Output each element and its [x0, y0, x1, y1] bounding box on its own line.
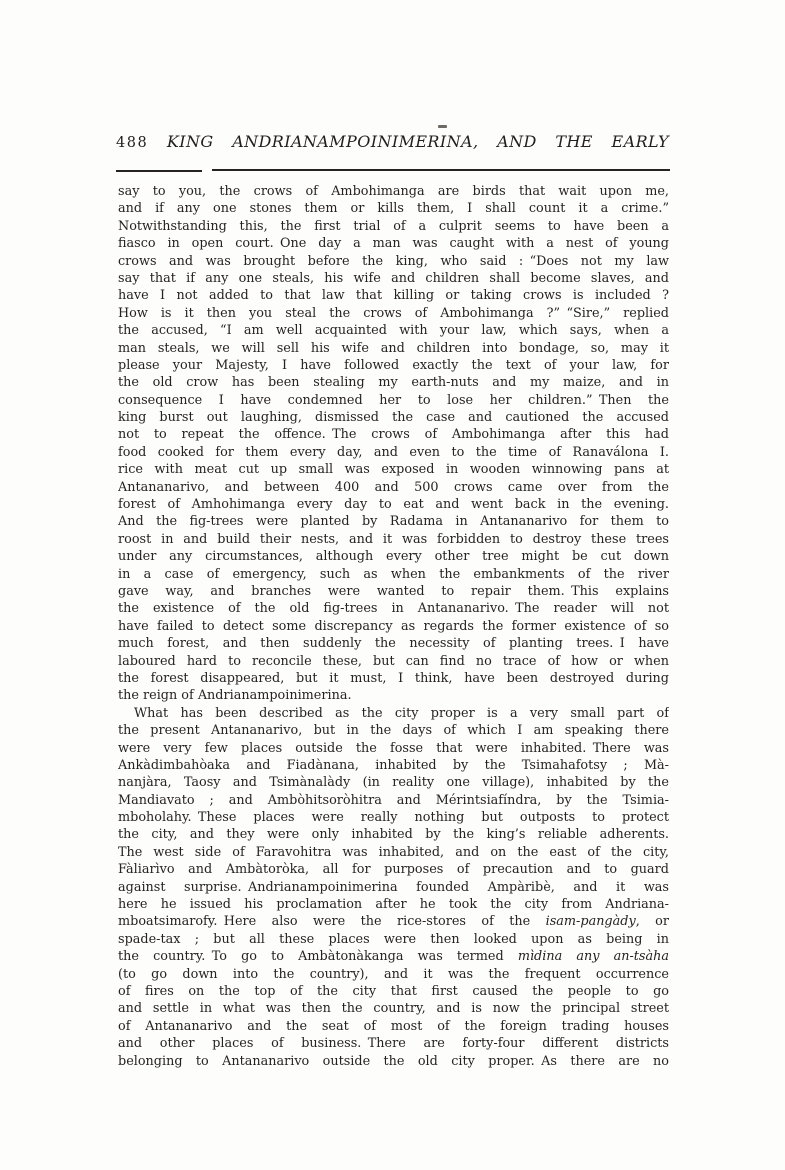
text-line: nanjàra, Taosy and Tsimànalàdy (in reality one village), inhabited by the: [118, 775, 669, 791]
text-line: roost in and build their nests, and it was forbidden to destroy these trees: [118, 531, 669, 547]
text-line: How is it then you steal the crows of Ambohimanga ?” “Sire,” replied: [118, 305, 669, 321]
text-line: forest of Amhohimanga every day to eat and went back in the evening.: [118, 497, 669, 513]
page-text: [118, 183, 669, 1070]
text-line: Mandiavato ; and Ambòhitsoròhitra and Mérintsiafíndra, by the Tsimia-: [118, 792, 669, 808]
text-line: not to repeat the offence. The crows of Ambohimanga after this had: [118, 427, 669, 443]
text-line: have I not added to that law that killing or taking crows is included ?: [118, 288, 669, 304]
text-line: and settle in what was then the country, and is now the principal street: [118, 1001, 669, 1017]
text-line: say that if any one steals, his wife and children shall become slaves, and: [118, 270, 669, 286]
running-header: [116, 132, 669, 151]
text-line: the old crow has been stealing my earth-nuts and my maize, and in: [118, 375, 669, 391]
text-line: rice with meat cut up small was exposed in wooden winnowing pans at: [118, 462, 669, 478]
text-line: laboured hard to reconcile these, but can find no trace of how or when: [118, 653, 669, 669]
text-line: in a case of emergency, such as when the embankments of the river: [118, 566, 669, 582]
text-line: king burst out laughing, dismissed the case and cautioned the accused: [118, 410, 669, 426]
text-line: and other places of business. There are forty-four different districts: [118, 1036, 669, 1052]
text-line: fiasco in open court. One day a man was caught with a nest of young: [118, 236, 669, 252]
text-line: the existence of the old fig-trees in Antananarivo. The reader will not: [118, 601, 669, 617]
text-line: The west side of Faravohitra was inhabited, and on the east of the city,: [118, 844, 669, 860]
text-line: Fàliarìvo and Ambàtoròka, all for purposes of precaution and to guard: [118, 862, 669, 878]
text-line: under any circumstances, although every other tree might be cut down: [118, 549, 669, 565]
running-head-title: KING ANDRIANAMPOINIMERINA, AND THE EARLY: [166, 132, 669, 151]
page-number: 488: [116, 135, 149, 151]
text-line: Notwithstanding this, the first trial of a culprit seems to have been a: [118, 218, 669, 234]
text-line: And the fig-trees were planted by Radama in Antananarivo for them to: [118, 514, 669, 530]
text-line: man steals, we will sell his wife and children into bondage, so, may it: [118, 340, 669, 356]
text-line: Ankàdimbahòaka and Fiadànana, inhabited by the Tsimahafotsy ; Mà-: [118, 757, 669, 773]
header-rule-right-segment: [212, 169, 670, 171]
text-line: belonging to Antananarivo outside the old city proper. As there are no: [118, 1053, 669, 1069]
text-line: Antananarivo, and between 400 and 500 crows came over from the: [118, 479, 669, 495]
text-line: spade-tax ; but all these places were then looked upon as being in: [118, 931, 669, 947]
text-line: against surprise. Andrianampoinimerina founded Ampàribè, and it was: [118, 879, 669, 895]
text-line: consequence I have condemned her to lose her children.” Then the: [118, 392, 669, 408]
text-line: the city, and they were only inhabited by the king’s reliable adherents.: [118, 827, 669, 843]
text-line: the accused, “I am well acquainted with your law, which says, when a: [118, 323, 669, 339]
stray-ink-mark: [438, 125, 447, 128]
text-line: the reign of Andrianampoinimerina.: [118, 688, 352, 704]
text-line: were very few places outside the fosse that were inhabited. There was: [118, 740, 669, 756]
text-line: of fires on the top of the city that first caused the people to go: [118, 983, 669, 999]
text-line: of Antananarivo and the seat of most of the foreign trading houses: [118, 1018, 669, 1034]
text-line: have failed to detect some discrepancy as regards the former existence of so: [118, 618, 669, 634]
text-line: (to go down into the country), and it was the frequent occurrence: [118, 966, 669, 982]
text-line: say to you, the crows of Ambohimanga are birds that wait upon me,: [118, 184, 669, 199]
text-line: mboholahy. These places were really nothing but outposts to protect: [118, 810, 669, 826]
text-line: crows and was brought before the king, who said : “Does not my law: [118, 253, 669, 269]
text-line: the forest disappeared, but it must, I think, have been destroyed during: [118, 670, 669, 686]
text-line: gave way, and branches were wanted to repair them. This explains: [118, 583, 669, 599]
text-line: the country. To go to Ambàtonàkanga was termed mìdina any an-tsàha: [118, 949, 669, 965]
text-line: the present Antananarivo, but in the days of which I am speaking there: [118, 723, 669, 739]
text-line: mboatsimarofy. Here also were the rice-stores of the isam-pangàdy, or: [118, 914, 669, 930]
text-line: and if any one stones them or kills them, I shall count it a crime.”: [118, 201, 669, 217]
text-line: please your Majesty, I have followed exactly the text of your law, for: [118, 357, 669, 373]
text-line: food cooked for them every day, and even to the time of Ranaválona I.: [118, 444, 669, 460]
text-line: What has been described as the city proper is a very small part of: [134, 705, 669, 721]
header-rule-left-segment: [116, 170, 202, 172]
text-line: here he issued his proclamation after he took the city from Andriana-: [118, 897, 669, 913]
text-line: much forest, and then suddenly the necessity of planting trees. I have: [118, 636, 669, 652]
